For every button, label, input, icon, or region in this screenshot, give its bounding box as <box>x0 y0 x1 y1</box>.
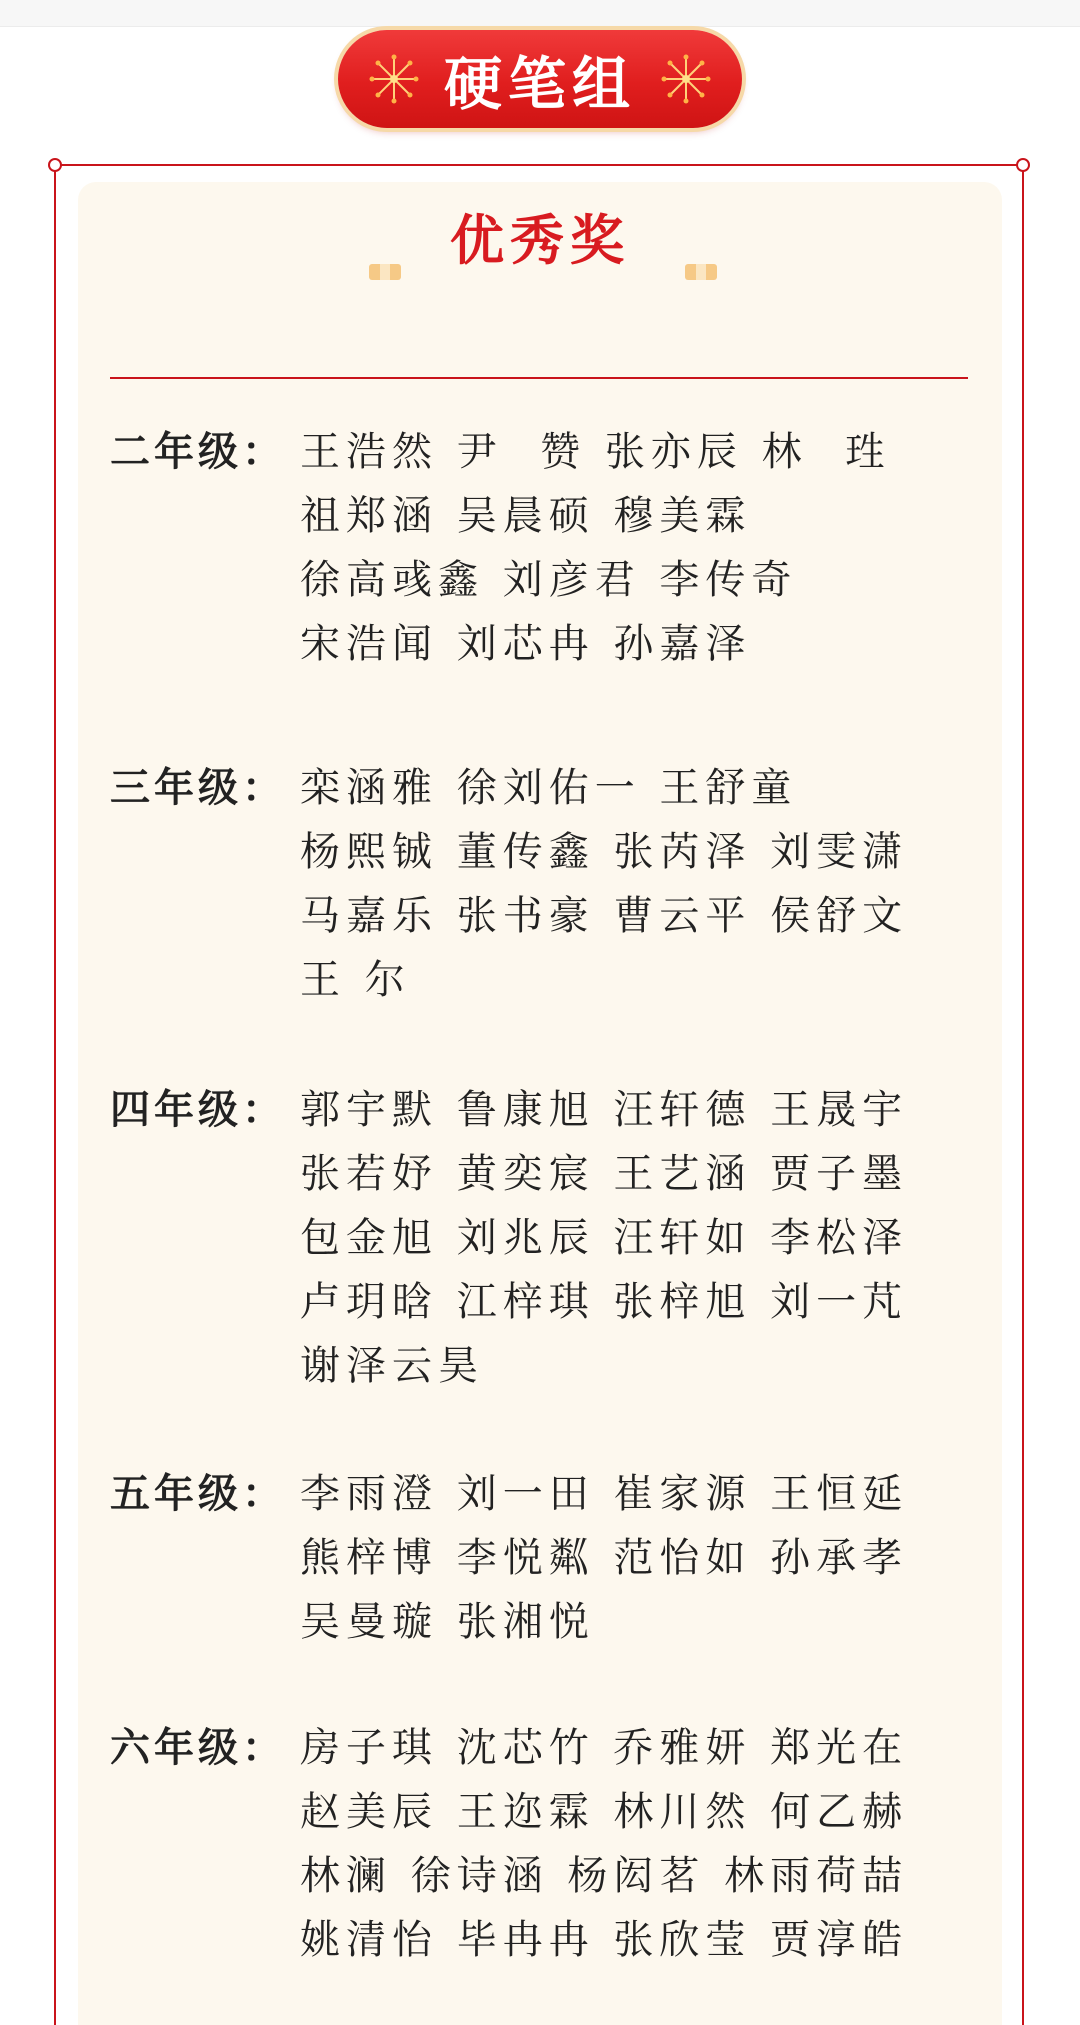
top-strip <box>0 0 1080 27</box>
name-line: 徐高彧鑫 刘彦君 李传奇 <box>300 557 798 603</box>
name-line: 谢泽云昊 <box>300 1343 484 1389</box>
name-line: 卢玥晗 江梓琪 张梓旭 刘一芃 <box>300 1279 909 1325</box>
name-line: 李雨澄 刘一田 崔家源 王恒延 <box>300 1471 909 1517</box>
frame-corner-ornament <box>48 158 62 172</box>
grade-name-list <box>300 1462 980 1654</box>
grade-name-list <box>300 1078 980 1398</box>
firework-icon <box>658 51 714 107</box>
name-line: 张若妤 黄奕宸 王艺涵 贾子墨 <box>300 1151 909 1197</box>
name-line: 赵美辰 王迩霖 林川然 何乙赫 <box>300 1789 909 1835</box>
name-line: 郭宇默 鲁康旭 汪轩德 王晟宇 <box>300 1087 909 1133</box>
name-line: 杨熙铖 董传鑫 张芮泽 刘雯潇 <box>300 829 909 875</box>
grade-label: 五年级： <box>110 1471 286 1517</box>
frame-corner-ornament <box>1016 158 1030 172</box>
name-line: 吴曼璇 张湘悦 <box>300 1599 595 1645</box>
ribbon-ornament-icon <box>684 262 718 282</box>
grade-name-list <box>300 1716 980 1972</box>
ribbon-ornament-icon <box>368 262 402 282</box>
banner-title: 硬笔组 <box>443 50 636 118</box>
name-line: 熊梓博 李悦粼 范怡如 孙承孝 <box>300 1535 909 1581</box>
name-line: 宋浩闻 刘芯冉 孙嘉泽 <box>300 621 752 667</box>
name-line: 包金旭 刘兆辰 汪轩如 李松泽 <box>300 1215 909 1261</box>
name-line: 王 尔 <box>300 957 411 1003</box>
grade-label: 二年级： <box>110 429 286 475</box>
name-line: 马嘉乐 张书豪 曹云平 侯舒文 <box>300 893 909 939</box>
name-line: 姚清怡 毕冉冉 张欣莹 贾淳皓 <box>300 1917 909 1963</box>
name-line: 房子琪 沈芯竹 乔雅妍 郑光在 <box>300 1725 909 1771</box>
grade-label: 四年级： <box>110 1087 286 1133</box>
name-line: 祖郑涵 吴晨硕 穆美霖 <box>300 493 752 539</box>
grade-label: 六年级： <box>110 1725 286 1771</box>
category-banner <box>338 30 742 128</box>
grade-name-list <box>300 420 980 676</box>
title-divider <box>110 377 968 379</box>
grade-name-list <box>300 756 980 1012</box>
award-title: 优秀奖 <box>450 209 630 272</box>
name-line: 栾涵雅 徐刘佑一 王舒童 <box>300 765 798 811</box>
name-line: 林澜 徐诗涵 杨闳茗 林雨荷喆 <box>300 1853 909 1899</box>
firework-icon <box>366 51 422 107</box>
grade-label: 三年级： <box>110 765 286 811</box>
name-line: 王浩然 尹 赞 张亦辰 林 珄 <box>300 429 892 475</box>
